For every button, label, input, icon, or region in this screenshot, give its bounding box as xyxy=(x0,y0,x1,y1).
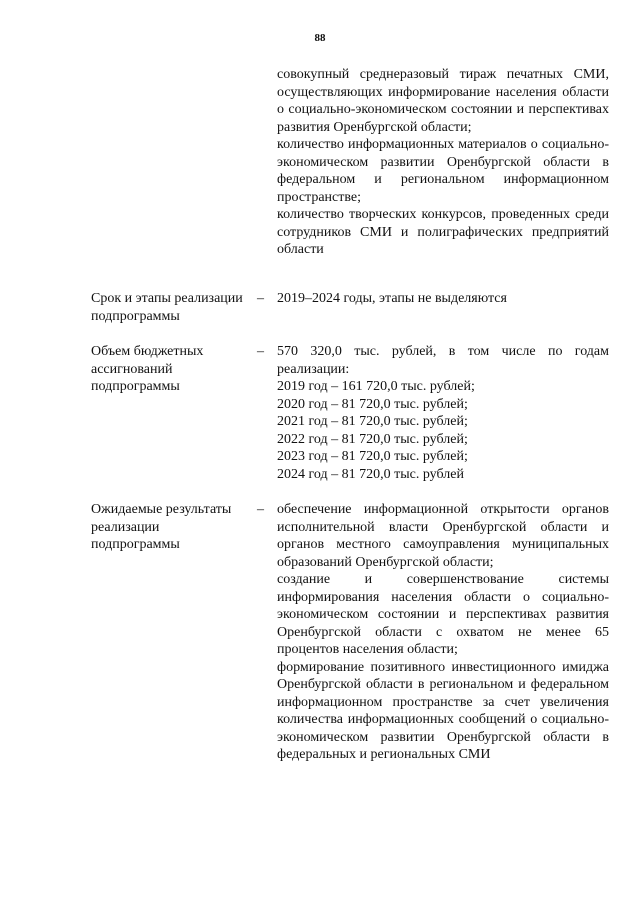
paragraph: 570 320,0 тыс. рублей, в том числе по годам реализации: xyxy=(277,344,609,377)
budget-year-item: 2019 год – 161 720,0 тыс. рублей; xyxy=(277,379,475,394)
budget-year-item: 2023 год – 81 720,0 тыс. рублей; xyxy=(277,449,468,464)
paragraph: совокупный среднеразовый тираж печатных СМИ, осуществляющих информирование населения области о социально-экономическом состоянии и перспективах развития Оренбургской области; xyxy=(277,67,609,135)
budget-year-item: 2024 год – 81 720,0 тыс. рублей xyxy=(277,466,464,482)
row-label: Ожидаемые результаты реализации подпрограммы xyxy=(91,502,232,552)
row-text xyxy=(277,290,609,308)
paragraph: формирование позитивного инвестиционного имиджа Оренбургской области в региональном и федеральном информационном пространстве за счет увеличения количества информационных сообщений о социально-экономическом развитии Оренбургской области в федеральных и региональных СМИ xyxy=(277,659,609,762)
paragraph: количество творческих конкурсов, проведенных среди сотрудников СМИ и полиграфических предприятий области xyxy=(277,207,609,257)
row-text xyxy=(277,343,609,483)
row-dash: – xyxy=(257,344,264,359)
budget-year-item: 2021 год – 81 720,0 тыс. рублей; xyxy=(277,414,468,429)
row-text xyxy=(277,501,609,764)
row-text xyxy=(277,66,609,259)
row-label: Объем бюджетных ассигнований подпрограммы xyxy=(91,344,204,394)
paragraph: создание и совершенствование системы информирования населения области о социально-экономическом состоянии и перспективах развития Оренбургской области с охватом не менее 65 процентов населения области; xyxy=(277,572,609,657)
row-dash: – xyxy=(257,291,264,306)
paragraph: обеспечение информационной открытости органов исполнительной власти Оренбургской области и органов местного самоуправления муниципальных образований Оренбургской области; xyxy=(277,502,609,570)
row-dash: – xyxy=(257,502,264,517)
row-label: Срок и этапы реализации подпрограммы xyxy=(91,291,243,324)
page-number: 88 xyxy=(314,32,326,44)
paragraph: количество информационных материалов о социально-экономическом развитии Оренбургской области в федеральном и региональном информационном пространстве; xyxy=(277,137,609,205)
paragraph: 2019–2024 годы, этапы не выделяются xyxy=(277,291,507,306)
budget-year-item: 2020 год – 81 720,0 тыс. рублей; xyxy=(277,396,468,412)
budget-by-year-list xyxy=(277,378,609,483)
budget-year-item: 2022 год – 81 720,0 тыс. рублей; xyxy=(277,431,468,447)
